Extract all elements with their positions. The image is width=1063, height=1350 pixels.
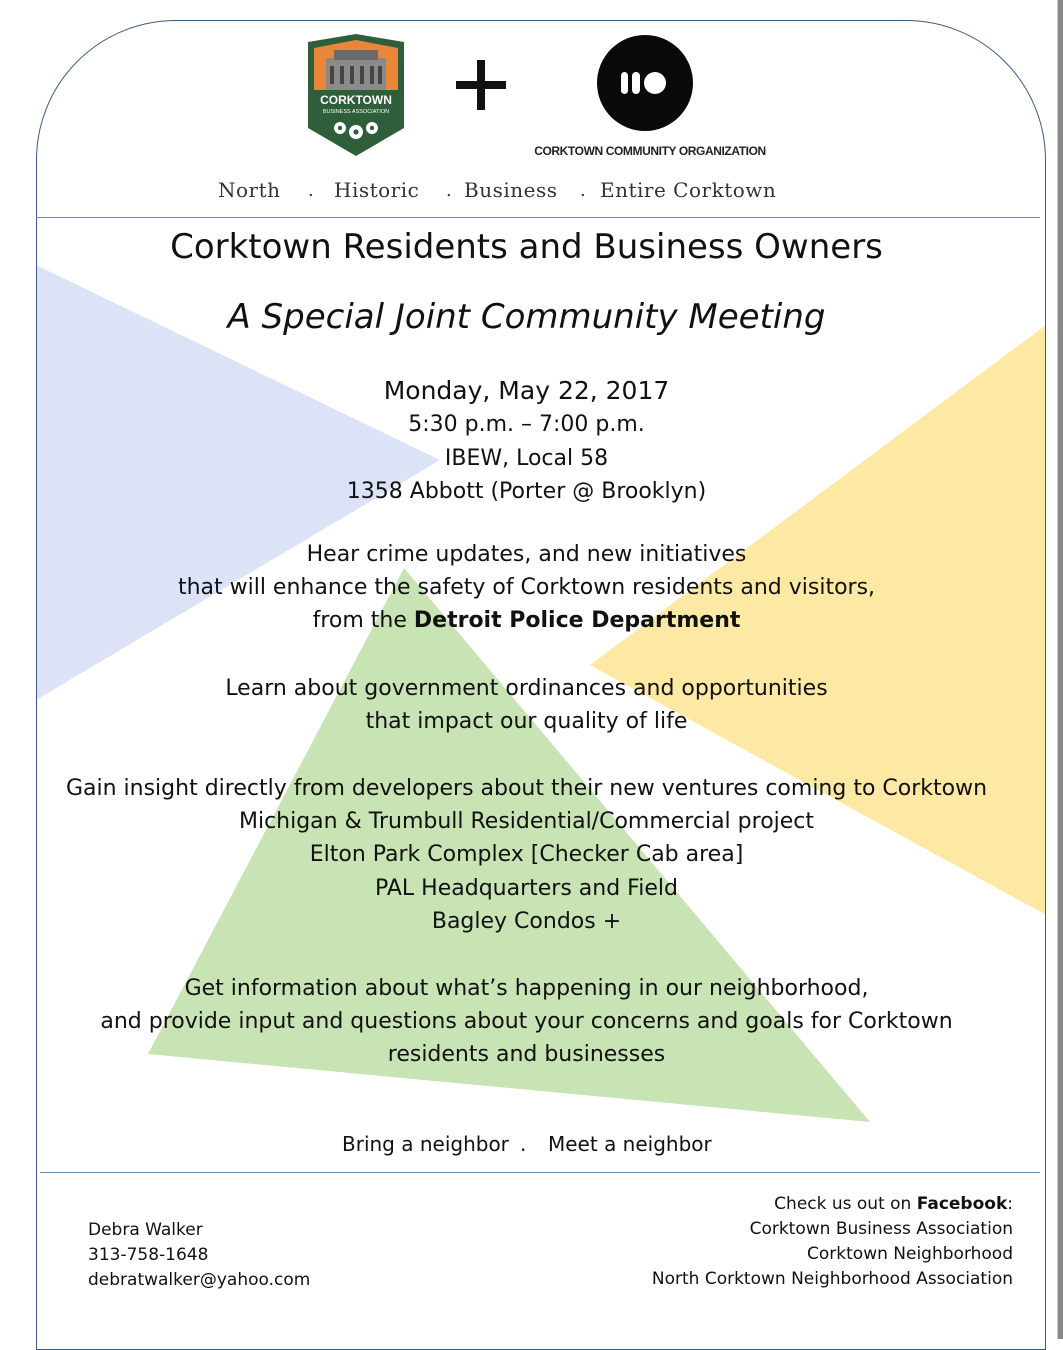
crime-line-3-prefix: from the — [312, 608, 414, 633]
project-item: Elton Park Complex [Checker Cab area] — [309, 842, 744, 867]
corktown-community-organization-logo — [597, 35, 693, 131]
project-item: PAL Headquarters and Field — [375, 876, 678, 901]
bring-a-neighbor: Bring a neighbor — [342, 1132, 509, 1156]
tagline-separator: . — [580, 180, 586, 201]
developers-line: Gain insight directly from developers about their new ventures coming to Corktown — [65, 776, 988, 801]
crime-line-2: that will enhance the safety of Corktown residents and visitors, — [177, 575, 876, 600]
project-item: Michigan & Trumbull Residential/Commercial project — [238, 809, 815, 834]
gov-line-1: Learn about government ordinances and opportunities — [225, 676, 828, 701]
meeting-address: 1358 Abbott (Porter @ Brooklyn) — [346, 479, 707, 504]
facebook-block — [652, 1192, 1013, 1292]
tagline-historic: Historic — [334, 178, 420, 202]
meeting-time: 5:30 p.m. – 7:00 p.m. — [408, 412, 645, 437]
cco-name: CORKTOWN COMMUNITY ORGANIZATION — [534, 144, 766, 158]
facebook-page: Corktown Neighborhood — [807, 1244, 1013, 1264]
crime-line-3 — [0, 610, 1053, 632]
contact-name: Debra Walker — [88, 1220, 203, 1240]
tagline-north: North — [218, 178, 281, 202]
cba-logo-text-1: CORKTOWN — [320, 93, 392, 107]
page-subtitle: A Special Joint Community Meeting — [227, 297, 826, 337]
tagline-separator: . — [308, 180, 314, 201]
cba-logo-text-2: BUSINESS ASSOCIATION — [322, 109, 390, 115]
gov-line-2: that impact our quality of life — [365, 709, 688, 734]
meeting-venue: IBEW, Local 58 — [444, 446, 609, 471]
contact-block — [88, 1218, 310, 1293]
contact-phone: 313-758-1648 — [88, 1245, 209, 1265]
meeting-date: Monday, May 22, 2017 — [383, 376, 670, 405]
page-title: Corktown Residents and Business Owners — [170, 227, 883, 267]
bring-meet-separator: . — [520, 1132, 527, 1156]
contact-email: debratwalker@yahoo.com — [88, 1270, 311, 1290]
info-line-2: and provide input and questions about your concerns and goals for Corktown — [100, 1009, 953, 1034]
facebook-suffix: : — [1007, 1194, 1013, 1214]
facebook-page: Corktown Business Association — [749, 1219, 1013, 1239]
info-line-3: residents and businesses — [387, 1042, 666, 1067]
facebook-heading — [652, 1192, 1013, 1217]
tagline-separator: . — [446, 180, 452, 201]
plus-icon — [450, 54, 512, 116]
facebook-page: North Corktown Neighborhood Association — [651, 1269, 1013, 1289]
detroit-police-department: Detroit Police Department — [413, 608, 741, 633]
meet-a-neighbor: Meet a neighbor — [548, 1132, 712, 1156]
crime-line-1: Hear crime updates, and new initiatives — [306, 542, 747, 567]
tagline-entire-corktown: Entire Corktown — [600, 178, 777, 202]
tagline-business: Business — [464, 178, 558, 202]
corktown-business-association-logo — [304, 32, 408, 158]
info-line-1: Get information about what’s happening in our neighborhood, — [184, 976, 869, 1001]
facebook-label: Facebook — [916, 1194, 1008, 1214]
project-item: Bagley Condos + — [431, 909, 622, 934]
facebook-prefix: Check us out on — [774, 1194, 917, 1214]
